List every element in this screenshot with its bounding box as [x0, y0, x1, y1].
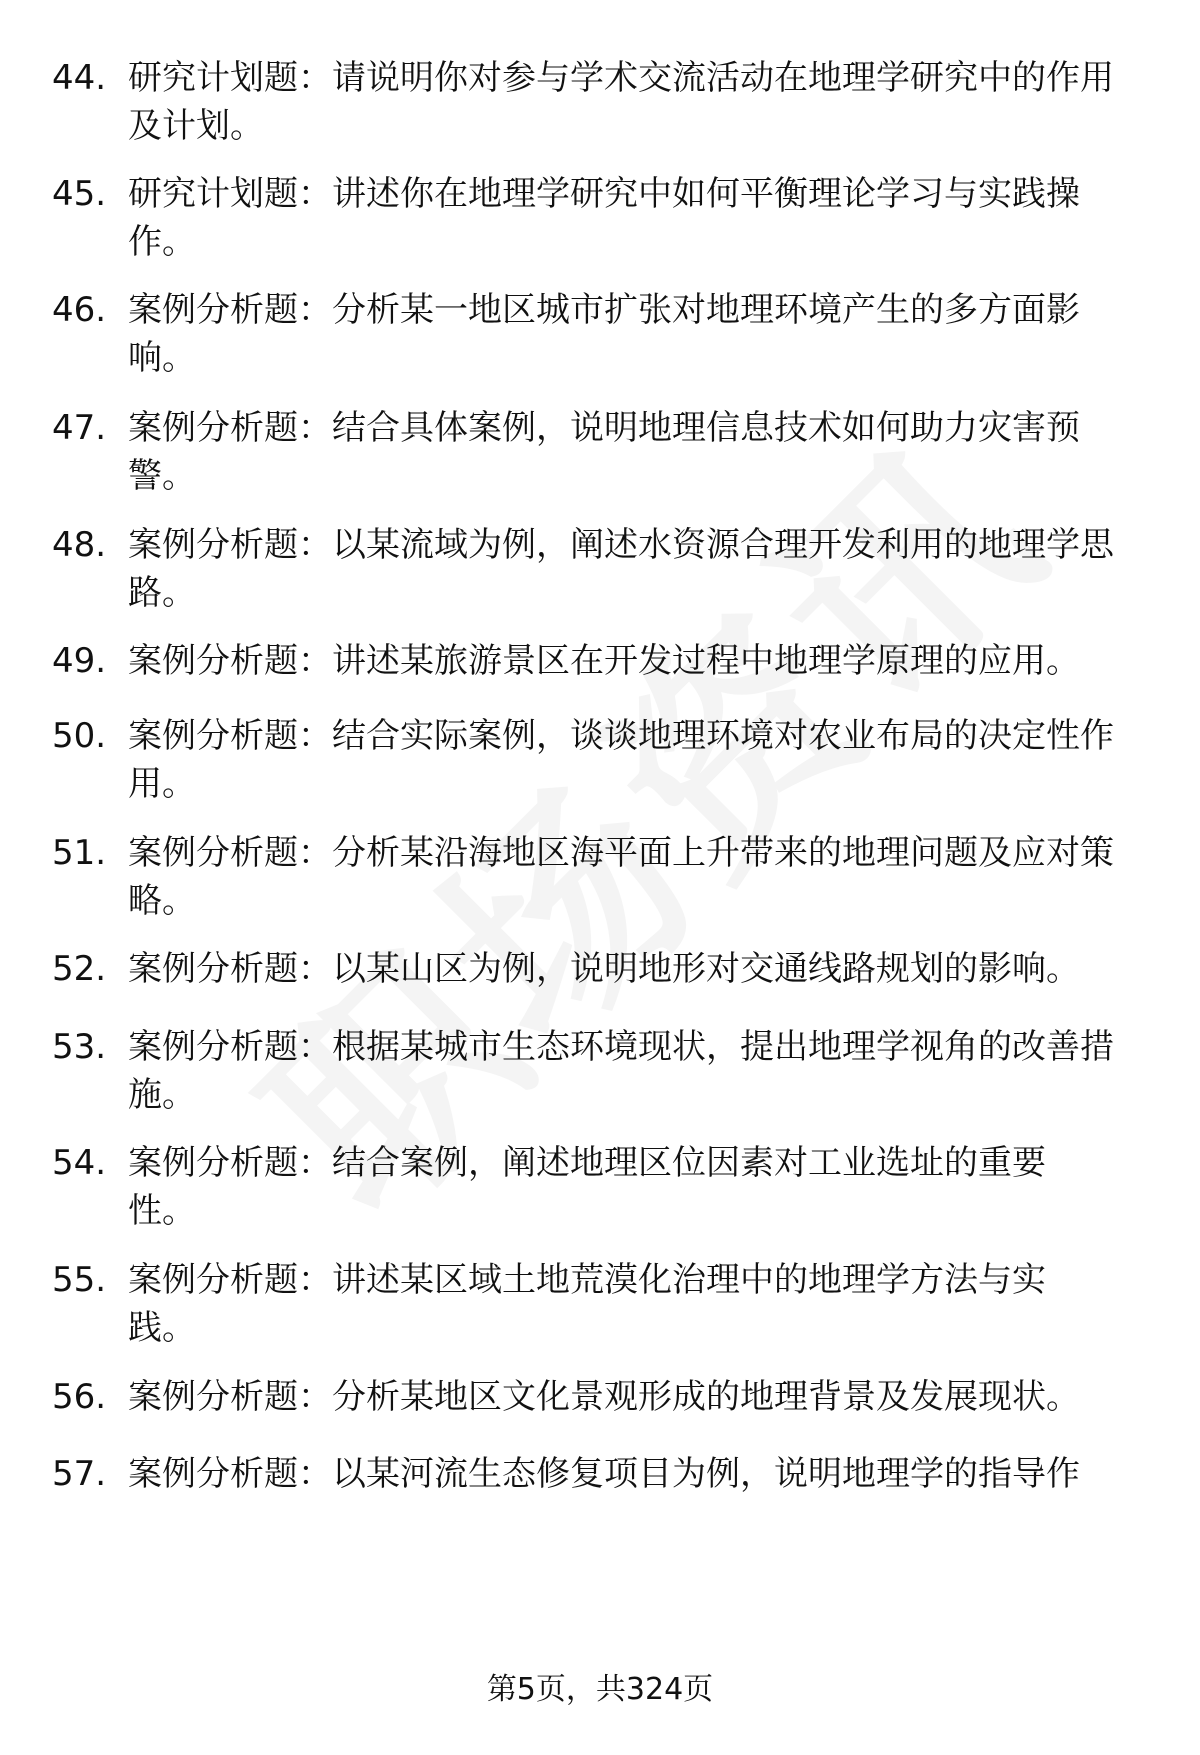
question-number: 56. — [52, 1377, 107, 1417]
question-text: 研究计划题：讲述你在地理学研究中如何平衡理论学习与实践操作。 — [128, 174, 1080, 262]
question-number: 49. — [52, 641, 107, 681]
question-number: 53. — [52, 1027, 107, 1067]
question-number: 44. — [52, 58, 107, 98]
question-text: 案例分析题：以某河流生态修复项目为例，说明地理学的指导作 — [128, 1454, 1080, 1494]
question-number: 50. — [52, 716, 107, 756]
question-number: 55. — [52, 1260, 107, 1300]
question-number: 46. — [52, 290, 107, 330]
question-text: 案例分析题：讲述某区域土地荒漠化治理中的地理学方法与实践。 — [128, 1260, 1046, 1348]
question-text: 案例分析题：分析某地区文化景观形成的地理背景及发展现状。 — [128, 1377, 1080, 1417]
question-number: 48. — [52, 525, 107, 565]
question-text: 案例分析题：以某山区为例，说明地形对交通线路规划的影响。 — [128, 949, 1080, 989]
question-number: 45. — [52, 174, 107, 214]
question-number: 51. — [52, 833, 107, 873]
question-text: 案例分析题：讲述某旅游景区在开发过程中地理学原理的应用。 — [128, 641, 1080, 681]
question-text: 研究计划题：请说明你对参与学术交流活动在地理学研究中的作用及计划。 — [128, 58, 1114, 146]
question-text: 案例分析题：结合案例，阐述地理区位因素对工业选址的重要性。 — [128, 1143, 1046, 1231]
question-text: 案例分析题：根据某城市生态环境现状，提出地理学视角的改善措施。 — [128, 1027, 1114, 1115]
question-number: 57. — [52, 1454, 107, 1494]
question-text: 案例分析题：分析某沿海地区海平面上升带来的地理问题及应对策略。 — [128, 833, 1114, 921]
question-number: 47. — [52, 408, 107, 448]
question-text: 案例分析题：结合具体案例，说明地理信息技术如何助力灾害预警。 — [128, 408, 1080, 496]
question-number: 54. — [52, 1143, 107, 1183]
question-text: 案例分析题：以某流域为例，阐述水资源合理开发利用的地理学思路。 — [128, 525, 1114, 613]
question-text: 案例分析题：结合实际案例，谈谈地理环境对农业布局的决定性作用。 — [128, 716, 1114, 804]
page-footer: 第5页，共324页 — [486, 1672, 714, 1707]
question-number: 52. — [52, 949, 107, 989]
question-text: 案例分析题：分析某一地区城市扩张对地理环境产生的多方面影响。 — [128, 290, 1080, 378]
